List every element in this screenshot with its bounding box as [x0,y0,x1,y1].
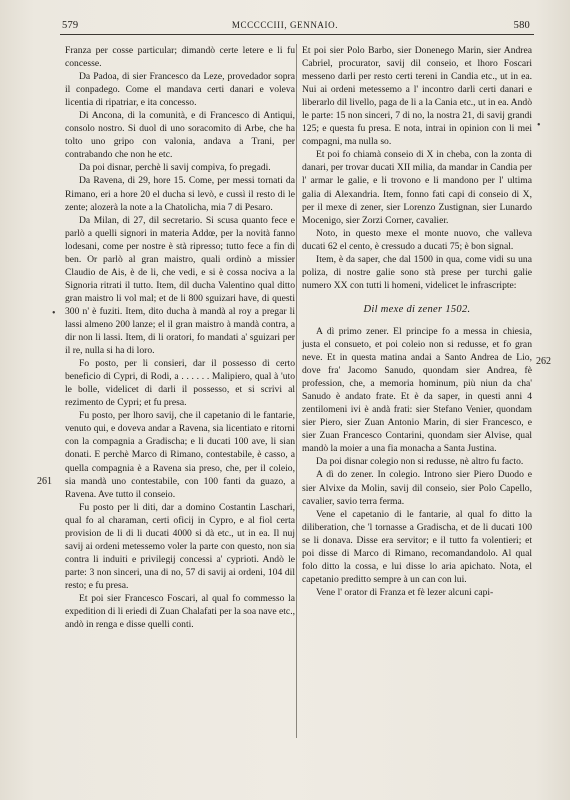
paragraph: Da Ravena, di 29, hore 15. Come, per messi tornati da Rimano, eri a hore 20 el ducha si levò, e cussì il resto di le zente; alozerà la note a la Chatolicha, mia 7 di Pesaro. [65,175,295,213]
page-number-left: 579 [62,20,79,31]
paragraph: Da poi disnar colegio non si redusse, nè altro fu facto. [316,456,524,468]
paragraph: Da Milan, di 27, dil secretario. Si scusa quanto fece e parlò a quelli signori in materia Addœ, per la novità fanno lodesani, come per nostre è stà ripresso; tutto fece a fin di ben. Or parlò al gran maistro, quali ordinò a missier Claudio de Ais, è de li, che vedi, e si è cossa nociva a la Signoria ritrati il tutto. Item, dil ducha Valentino qual ditto gran maistro li vol mal; et de li 800 sguizari have, di questi 300 n' è fuziti. Item, dito ducha à mandà al roy a pregar li lassi almeno 200 lanze; el il gran maistro à mandà contra, a dir non li lassi. Item, di li oratori, fo mandati a' sguizari per il re, nulla si ha di loro. [65,214,295,357]
paragraph: Fu posto, per lhoro savij, che il capetanio di le fantarie, venuto qui, e doveva andar a Ravena, sia licentiato e ritorni con la compagnia a Gradischa; e li ducati 100 ave, li sian donati. E perchè Marco di Rimano, contestabile, è casso, a quella compagnia è a Ravena sia preso, che, per il coleio, sia mandà uno contestabile, con 100 fanti da guazo, a Ravena. Ave tutto il conseio. [65,410,295,500]
paragraph: Item, è da saper, che dal 1500 in qua, come vidi su una poliza, di nostre galie sono stà prese per turchi galie numero XX con tutti li homeni, videlicet le infrascripte: [302,253,532,291]
margin-mark: • [537,120,541,131]
paragraph: Fu posto per li diti, dar a domino Costantin Laschari, qual fo al charaman, certi oficij in Cypro, e al fiol certa provision de li di li ducati 4000 si dà etc., ut in ea. Il nuj savij ai ordeni metessemo voler la parte con questo, non sia contra li induiti e privilegij concessi a' cyprioti. Andò le parte: 3 non sinceri, una di no, 57 di savij ai ordeni, 104 dil resto; e fu presa. [65,501,295,591]
paragraph: A dì primo zener. El principe fo a messa in chiesia, justa el consueto, et poi coleio non si redusse, et fo gran neve. Et in questa matina andai a Santo Andrea de Lio, dove fra' Jacomo Sanudo, quondam sier Andrea, fè profession, che, a memoria hominum, più niun da cha' Sanudo è andato frate. Et è da saper, in questi anni 4 zentilomeni ivi è andà frati: sier Stefano Venier, quondam sier Piero, sier Zuan Antonio Marin, di sier Francesco, e sier Zuan Francesco Contarini, quondam sier Alvise, qual mandò la moier a una fia monacha a Santa Justina. [302,325,532,455]
paragraph: Noto, in questo mexe el monte nuovo, che valleva ducati 62 el cento, è cressudo a ducati 75; è bon signal. [302,227,532,252]
paragraph: Vene l' orator di Franza et fè lezer alcuni capi- [316,586,494,598]
paragraph: Vene el capetanio di le fantarie, al qual fo ditto la diliberation, che 'l tornasse a Gradischa, et de li ducati 100 se li donava. Disse era servitor; e il tutto fa volentieri; et poi disse di Marco di Rimano, recomandandolo. Al qual folo ditto la cossa, e lui disse lo aria apichato. Nota, el capetanio preditto sempre à un can con lui. [302,508,532,585]
header-rule [60,34,534,35]
left-column [65,44,295,631]
margin-mark: • [52,308,56,319]
paragraph: Et poi sier Francesco Foscari, al qual fo commesso la expedition di li eriedi di Zuan Chalafati per la soa nave etc., andò in renga e disse quelli conti. [65,592,295,631]
section-heading: Dil mexe di zener 1502. [363,303,471,315]
margin-number-left: 261 [37,476,52,487]
margin-number-right: 262 [536,356,551,367]
paragraph: Et poi sier Polo Barbo, sier Donenego Marin, sier Andrea Cabriel, procurator, savij dil conseio, et lhoro Foscari messeno darli per resto certi tereni in Candia etc., ut in ea. Nui ai ordeni metessemo a l' incontro darli certi danari e liberarlo dil livello, paga de li a la Cania etc., ut in ea. Andò le parte: 15 non sinceri, 7 di no, la nostra 21, di savij grandi 125; e questa fu presa. E nota, intrai in opinion con li mei compagni, ma nulla so. [302,45,532,148]
paragraph: Et poi fo chiamà conseio di X in cheba, con la zonta di danari, per trovar ducati XII milia, da mandar in Candia per l' armar le galie, e li trovono e li mandono per l' ultima galia di Alexandria. Item, fonno fati capi di conseio di X, per il mexe di zener, sier Lorenzo Zustignan, sier Lunardo Mocenigo, sier Zorzi Corner, cavalier. [302,149,532,226]
running-header: MCCCCCIII, GENNAIO. [231,20,339,30]
paragraph: A dì do zener. In colegio. Introno sier Piero Duodo e sier Alvixe da Molin, savij dil conseio, sier Polo Capello, cavalier, savio terra ferma. [302,469,532,507]
paragraph: Da Padoa, di sier Francesco da Leze, provedador sopra il conpadego. Come el mandava certi danari e voleva licentia di ripatriar, e ita concesso. [65,71,295,109]
right-column [302,44,532,599]
page-number-right: 580 [513,20,530,31]
paragraph: Franza per cosse particular; dimandò certe letere e li fu concesse. [65,45,295,70]
paragraph: Fo posto, per li consieri, dar il possesso di certo beneficio di Cypri, di Rodi, a . . . . . . Malipiero, qual à 'uto le bolle, videlicet di darli il possesso, et si scrivi al rezimento de Cypri; et fu presa. [65,358,295,409]
paragraph: Di Ancona, di la comunità, e di Francesco di Antiqui, consolo nostro. Si duol di uno soracomito di Arbe, che ha tolto uno gripo con valonia, andava a Trani, per contrabando che non he etc. [65,110,295,161]
column-divider [296,44,297,738]
paragraph: Da poi disnar, perchè li savij compiva, fo pregadi. [79,162,271,174]
